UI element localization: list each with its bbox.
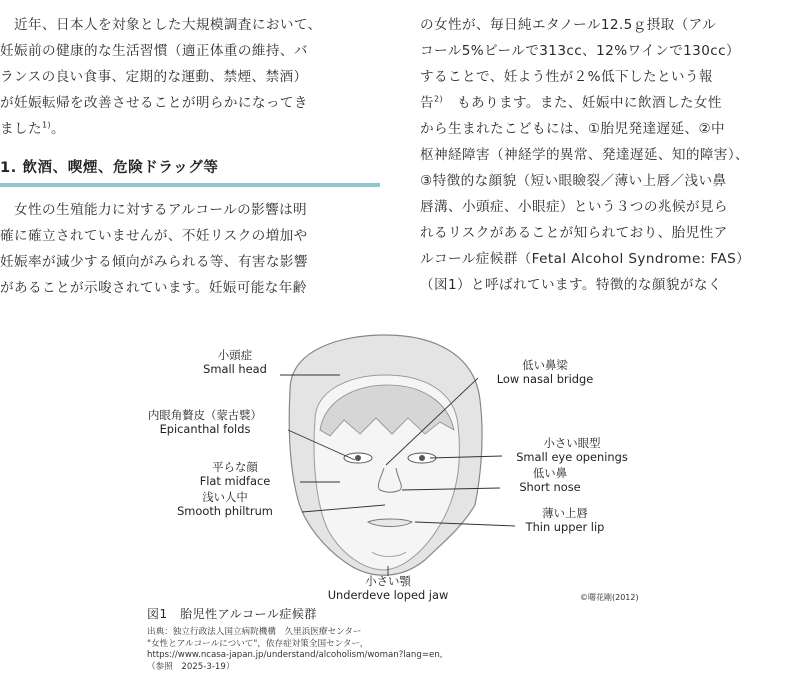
label-lip bbox=[510, 506, 620, 534]
section-heading: 1. 飲酒、喫煙、危険ドラッグ等 bbox=[0, 156, 380, 187]
label-text-ja: 低い鼻 bbox=[532, 466, 568, 480]
label-text-en: Flat midface bbox=[199, 474, 271, 488]
text-line-tail: 。 bbox=[51, 121, 65, 137]
footnote-ref: 1) bbox=[41, 120, 51, 130]
label-philtrum bbox=[150, 490, 300, 518]
text-line: 枢神経障害（神経学的異常、発達遅延、知的障害）、 bbox=[420, 147, 750, 163]
label-text-ja: 小さい眼型 bbox=[543, 436, 601, 450]
source-line: 出典：独立行政法人国立病院機構 久里浜医療センター bbox=[147, 627, 362, 637]
label-text-ja: 平らな顔 bbox=[212, 460, 258, 474]
figure-caption: 図1 胎児性アルコール症候群 bbox=[147, 607, 317, 621]
image-credit: ©曙花剛(2012) bbox=[580, 593, 639, 602]
label-jaw bbox=[318, 574, 458, 602]
text-line: ③特徴的な顔貌（短い眼瞼裂／薄い上唇／浅い鼻 bbox=[420, 173, 727, 189]
label-text-en: Thin upper lip bbox=[525, 520, 605, 534]
label-text-ja: 小頭症 bbox=[217, 348, 253, 362]
label-epicanthal bbox=[120, 408, 290, 436]
label-text-ja: 内眼角贅皮（蒙古襞） bbox=[148, 408, 262, 422]
label-text-ja: 薄い上唇 bbox=[542, 506, 588, 520]
label-text-en: Smooth philtrum bbox=[177, 504, 273, 518]
label-flat bbox=[170, 460, 300, 488]
text-line: コール5%ビールで313cc、12%ワインで130cc） bbox=[420, 43, 740, 59]
source-link[interactable]: https://www.ncasa-japan.jp/understand/alcoholism/woman?lang=en, bbox=[147, 650, 443, 661]
text-line: の女性が、毎日純エタノール12.5ｇ摂取（アル bbox=[420, 17, 717, 33]
text-line-content: 告 bbox=[420, 95, 434, 111]
text-line bbox=[420, 90, 800, 116]
figure-source bbox=[147, 627, 443, 673]
label-nose bbox=[495, 466, 605, 494]
text-line: れるリスクがあることが知られており、胎児性ア bbox=[420, 225, 728, 241]
text-line: 確に確立されていませんが、不妊リスクの増加や bbox=[0, 228, 308, 244]
label-text-en: Small eye openings bbox=[516, 450, 628, 464]
text-line-content: 女性の生殖能力に対するアルコールの影響は明 bbox=[14, 202, 308, 218]
intro-paragraph bbox=[0, 12, 380, 142]
left-column bbox=[0, 12, 380, 301]
text-line: があることが示唆されています。妊娠可能な年齢 bbox=[0, 280, 307, 296]
label-text-ja: 浅い人中 bbox=[202, 490, 248, 504]
label-text-en: Underdeve loped jaw bbox=[327, 588, 449, 602]
text-line-content: もあります。また、妊娠中に飲酒した女性 bbox=[457, 95, 722, 111]
fas-figure bbox=[140, 330, 650, 602]
label-text-en: Small head bbox=[203, 362, 267, 376]
body-paragraph bbox=[0, 197, 380, 301]
text-line: ランスの良い食事、定期的な運動、禁煙、禁酒） bbox=[0, 69, 308, 85]
continuation-paragraph bbox=[420, 12, 800, 298]
label-text-en: Low nasal bridge bbox=[496, 372, 594, 386]
text-line-content: ました bbox=[0, 121, 42, 137]
label-text-en: Epicanthal folds bbox=[159, 422, 251, 436]
label-small-head bbox=[180, 348, 290, 376]
text-line: 妊娠前の健康的な生活習慣（適正体重の維持、バ bbox=[0, 43, 308, 59]
text-line: （図1）と呼ばれています。特徴的な顔貌がなく bbox=[420, 277, 722, 293]
source-line: （参照 2025-3-19） bbox=[147, 661, 235, 672]
label-nasal bbox=[480, 358, 610, 386]
footnote-ref: 2) bbox=[434, 94, 444, 104]
text-line-content: 近年、日本人を対象とした大規模調査において、 bbox=[14, 17, 322, 33]
text-line: ルコール症候群（Fetal Alcohol Syndrome: FAS） bbox=[420, 251, 751, 267]
text-line bbox=[0, 116, 380, 142]
text-line: 唇溝、小頭症、小眼症）という３つの兆候が見ら bbox=[420, 199, 728, 215]
text-line bbox=[0, 197, 380, 223]
text-line: 妊娠率が減少する傾向がみられる等、有害な影響 bbox=[0, 254, 308, 270]
text-line bbox=[0, 12, 380, 38]
right-column bbox=[420, 12, 800, 298]
text-line: することで、妊よう性が２%低下したという報 bbox=[420, 69, 713, 85]
source-line: "女性とアルコールについて"，依存症対策全国センター， bbox=[147, 638, 369, 649]
label-text-ja: 低い鼻梁 bbox=[522, 358, 568, 372]
label-text-ja: 小さい顎 bbox=[365, 574, 411, 588]
label-eye bbox=[502, 436, 642, 464]
text-line: が妊娠転帰を改善させることが明らかになってき bbox=[0, 95, 308, 111]
label-text-en: Short nose bbox=[519, 480, 581, 494]
text-line: から生まれたこどもには、①胎児発達遅延、②中 bbox=[420, 121, 726, 137]
